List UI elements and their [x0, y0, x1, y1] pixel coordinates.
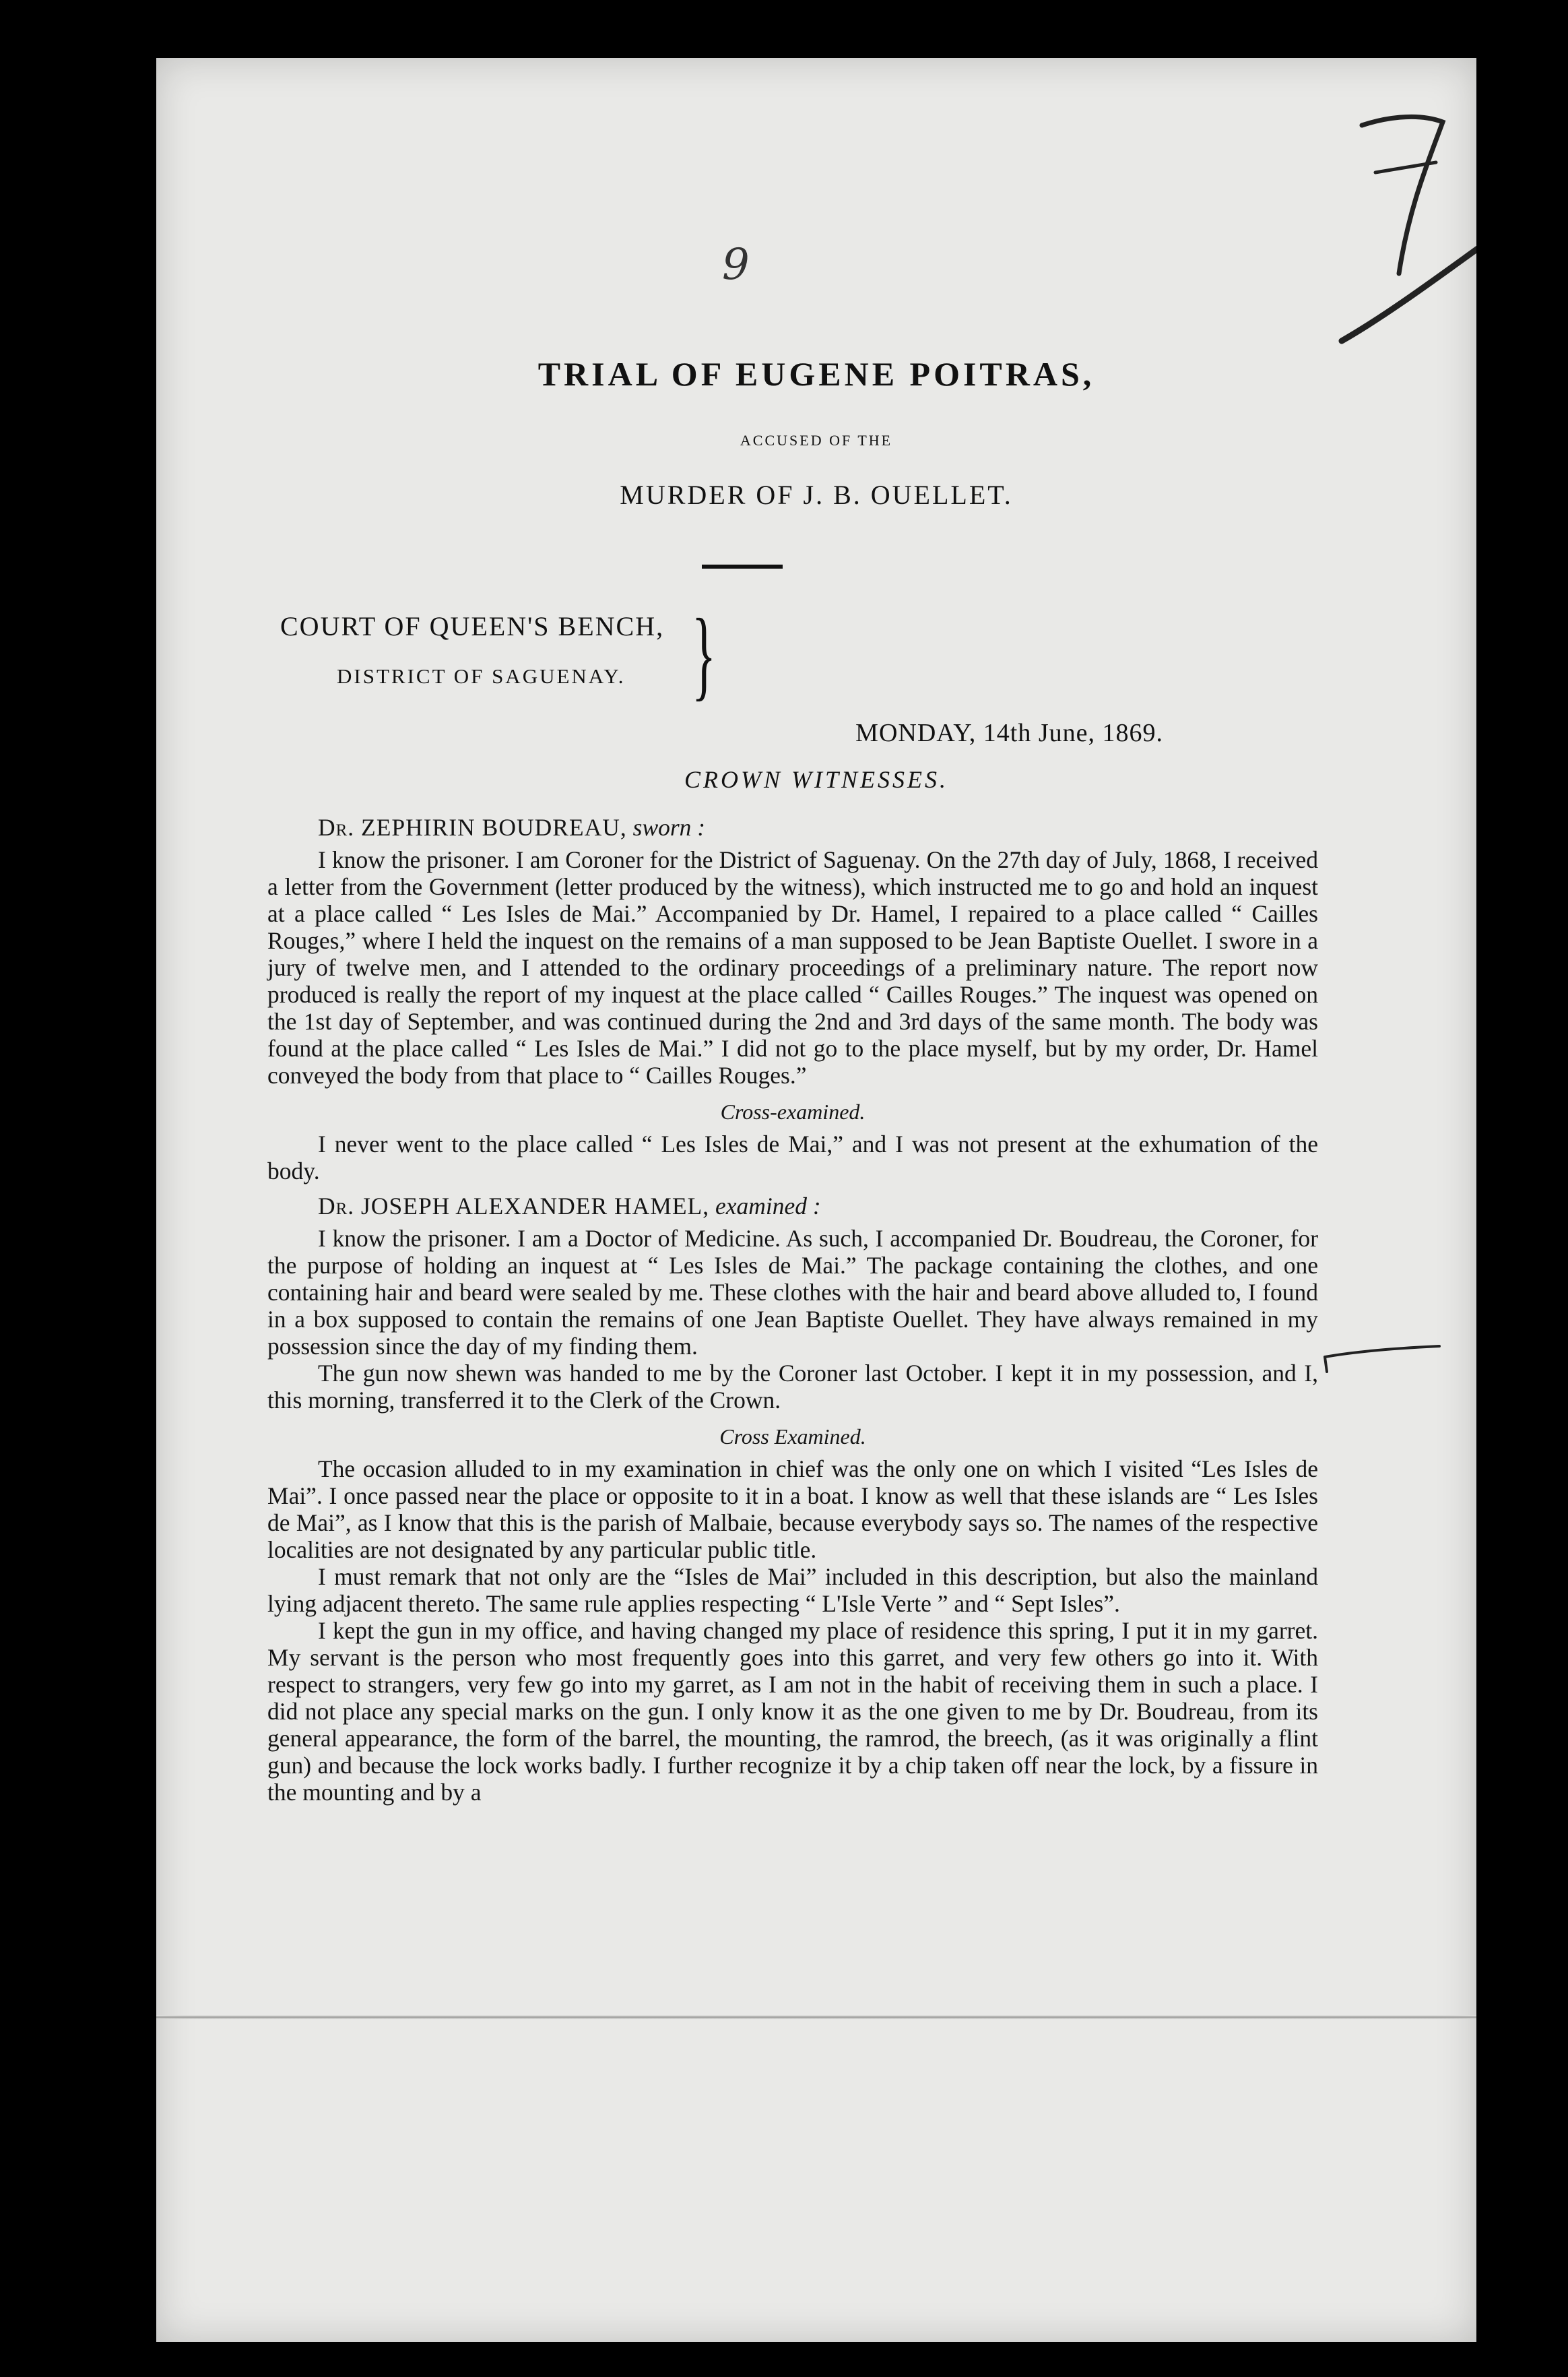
cross-paragraph: I kept the gun in my office, and having changed my place of residence this spring, I put it in my garret. My servant is the person who most frequently goes into this garret, and very few others go into it. With respect to strangers, very few go into my garret, as I am not in the habit of receiving them in such a place. I did not place any special marks on the gun. I only know it as the one given to me by Dr. Boudreau, from its general appearance, the form of the barrel, the mounting, the ramrod, the breech, (as it was originally a flint gun) and because the lock works badly. I further recognize it by a chip taken off near the lock, by a fissure in the mounting and by a: [267, 1617, 1318, 1806]
court-district: DISTRICT OF SAGUENAY.: [337, 664, 626, 688]
document-title: TRIAL OF EUGENE POITRAS,: [537, 355, 1095, 393]
witness-status: sworn :: [632, 814, 706, 841]
cross-examined-heading: Cross Examined.: [719, 1424, 866, 1449]
scan-artifact-line: [156, 2015, 1476, 2019]
cross-examined-heading: Cross-examined.: [720, 1100, 865, 1124]
cross-paragraph: The occasion alluded to in my examination in chief was the only one on which I visited “Les Isles de Mai”. I once passed near the place or opposite to it in a boat. I know as well that these islands are “ Les Isles de Mai”, as I know that this is the parish of Malbaie, because everybody says so. The names of the respective localities are not designated by any particular public title.: [267, 1455, 1318, 1563]
witness-heading: [267, 1193, 1318, 1219]
section-heading: CROWN WITNESSES.: [684, 766, 948, 793]
testimony-paragraph: The gun now shewn was handed to me by the Coroner last October. I kept it in my possession, and I, this morning, transferred it to the Clerk of the Crown.: [267, 1360, 1318, 1414]
document-body: [267, 806, 1318, 1806]
witness-name: Dr. ZEPHIRIN BOUDREAU,: [318, 814, 627, 841]
document-title-line2: MURDER OF J. B. OUELLET.: [620, 480, 1013, 510]
witness-heading: [267, 814, 1318, 841]
court-name: COURT OF QUEEN'S BENCH,: [280, 611, 665, 641]
pencil-annotation: 9: [722, 240, 750, 290]
witness-name: Dr. JOSEPH ALEXANDER HAMEL,: [318, 1193, 710, 1219]
cross-paragraph: I never went to the place called “ Les Isles de Mai,” and I was not present at the exhumation of the body.: [267, 1131, 1318, 1184]
brace-symbol: }: [692, 598, 716, 710]
margin-pencil-mark: [1321, 1338, 1443, 1378]
hearing-date: MONDAY, 14th June, 1869.: [855, 719, 1163, 747]
handwritten-page-number-7: [1335, 98, 1476, 354]
witness-status: examined :: [715, 1193, 821, 1219]
cross-paragraph: I must remark that not only are the “Isles de Mai” included in this description, but also the mainland lying adjacent thereto. The same rule applies respecting “ L'Isle Verte ” and “ Sept Isles”.: [267, 1563, 1318, 1617]
document-page: [156, 58, 1476, 2342]
title-divider: [702, 565, 783, 569]
document-subtitle: ACCUSED OF THE: [740, 432, 893, 449]
testimony-paragraph: I know the prisoner. I am Coroner for the District of Saguenay. On the 27th day of July, 1868, I received a letter from the Government (letter produced by the witness), which instructed me to go and hold an inquest at a place called “ Les Isles de Mai.” Accompanied by Dr. Hamel, I repaired to a place called “ Cailles Rouges,” where I held the inquest on the remains of a man supposed to be Jean Baptiste Ouellet. I swore in a jury of twelve men, and I attended to the ordinary proceedings of a preliminary nature. The report now produced is really the report of my inquest at the place called “ Cailles Rouges.” The inquest was opened on the 1st day of September, and was continued during the 2nd and 3rd days of the same month. The body was found at the place called “ Les Isles de Mai.” I did not go to the place myself, but by my order, Dr. Hamel conveyed the body from that place to “ Cailles Rouges.”: [267, 846, 1318, 1089]
testimony-paragraph: I know the prisoner. I am a Doctor of Medicine. As such, I accompanied Dr. Boudreau, the Coroner, for the purpose of holding an inquest at “ Les Isles de Mai.” The package containing the clothes, and one containing hair and beard were sealed by me. These clothes with the hair and beard above alluded to, I found in a box supposed to contain the remains of one Jean Baptiste Ouellet. They have always remained in my possession since the day of my finding them.: [267, 1225, 1318, 1360]
